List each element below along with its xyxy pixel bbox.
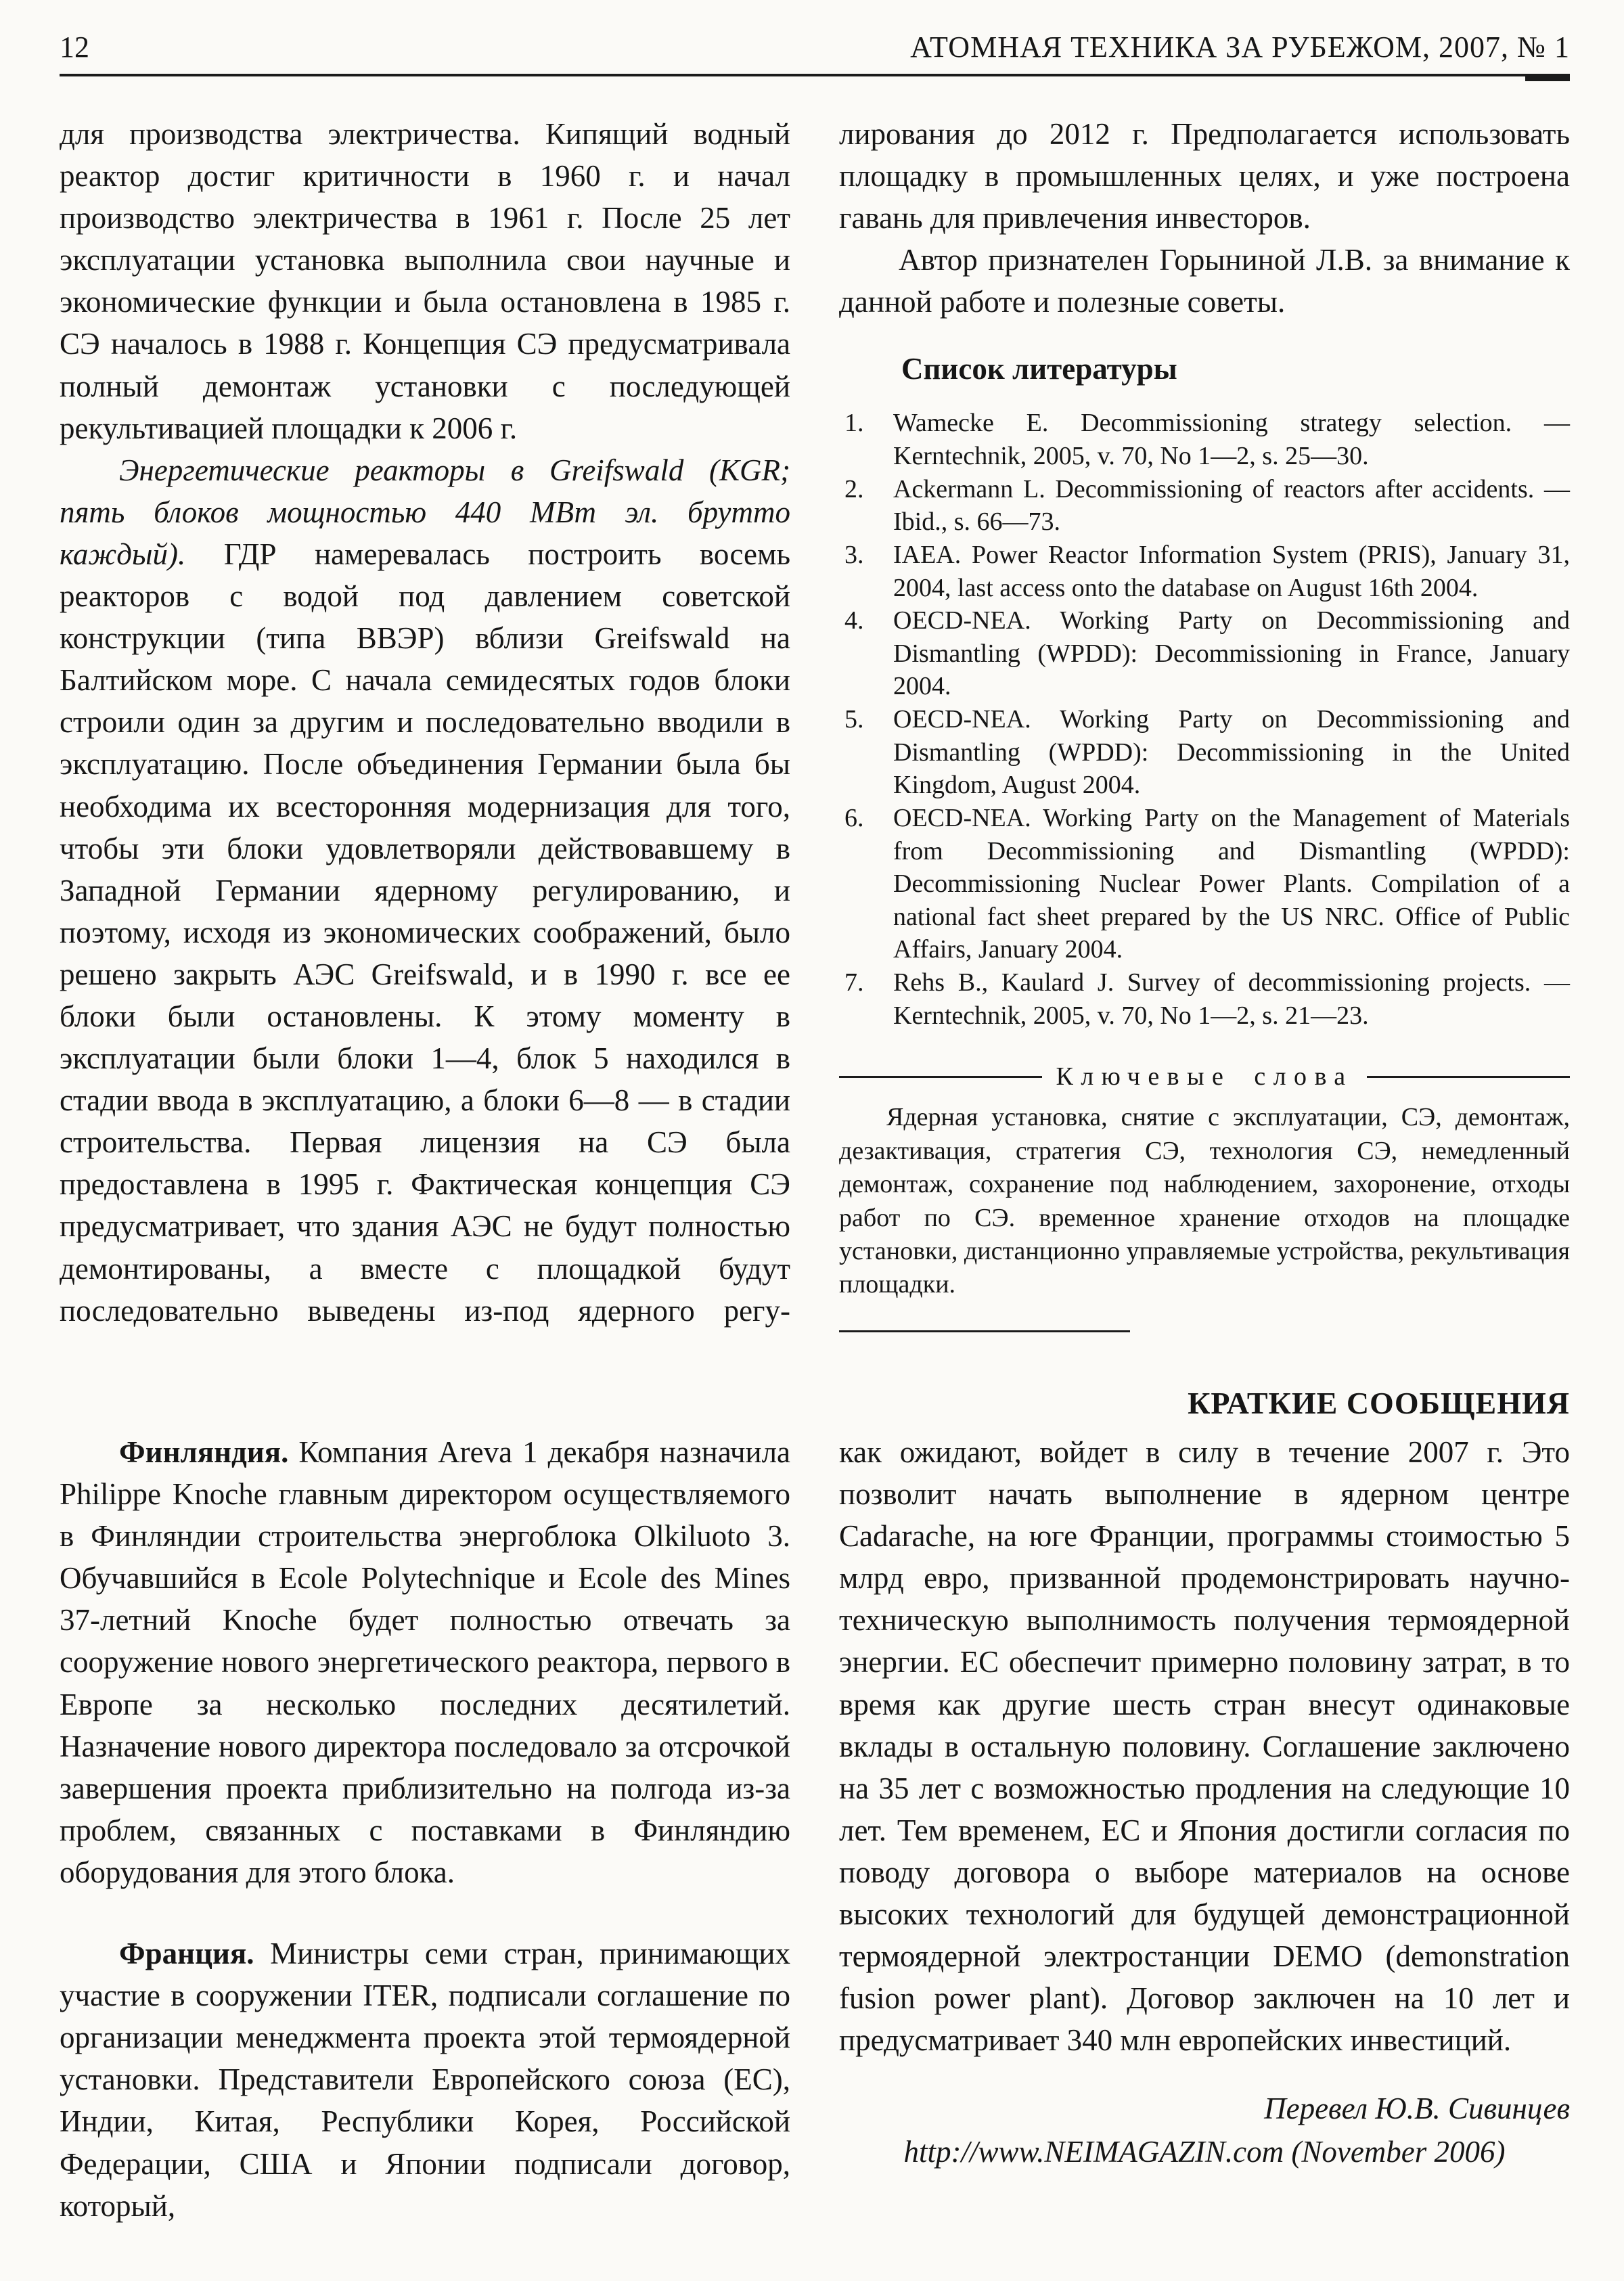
greifswald-body-text: ГДР намеревалась построить восемь реакторов с водой под давлением советской конструкции (типа ВВЭР) вблизи Greifswald на Балтийском море. С начала семидесятых годов блоки строили один за другим и последовательно вводили в эксплуатацию. После объединения Германии была бы необходима их всесторонняя модернизация для того, чтобы эти блоки удовлетворяли действовавшему в Западной Германии ядерному регулированию, и поэтому, исходя из экономических соображений, было решено закрыть АЭС Greifswald, и в 1990 г. все ее блоки были остановлены. К этому моменту в эксплуатации были блоки 1—4, блок 5 находился в стадии ввода в эксплуатацию, а блоки 6—8 — в стадии строительства. Первая лицензия на СЭ была предоставлена в 1995 г. Фактическая концепция СЭ предусматривает, что здания АЭС не будут полностью демонтированы, а вместе с площадкой будут последовательно выведены из-под ядерного регу- [60,537,790,1328]
article-paragraph-continuation: лирования до 2012 г. Предполагается использовать площадку в промышленных целях, и уже построена гавань для привлечения инвесторов. [839,117,1570,235]
reference-text: Ackermann L. Decommissioning of reactors after accidents. — Ibid., s. 66—73. [893,474,1570,537]
reference-text: OECD-NEA. Working Party on Decommissioning and Dismantling (WPDD): Decommissioning in France, January 2004. [893,606,1570,701]
acknowledgment-paragraph: Автор признателен Горыниной Л.В. за внимание к данной работе и полезные советы. [839,243,1570,319]
reference-item [839,604,1570,703]
reference-item [839,407,1570,472]
reference-item [839,966,1570,1032]
right-column-bottom [839,1431,1570,2227]
reference-item [839,539,1570,604]
page-number: 12 [60,30,89,64]
left-column-top [60,113,790,1426]
reference-text: IAEA. Power Reactor Information System (PRIS), January 31, 2004, last access onto the database on August 16th 2004. [893,540,1570,602]
source-url: http://www.NEIMAGAZIN.com (November 2006) [903,2135,1506,2169]
reference-text: OECD-NEA. Working Party on Decommissioning and Dismantling (WPDD): Decommissioning in the United Kingdom, August 2004. [893,705,1570,800]
reference-number: 1. [844,409,864,438]
keywords-label: Ключевые слова [1056,1062,1353,1091]
brief-news-heading: КРАТКИЕ СООБЩЕНИЯ [1188,1385,1570,1420]
reference-item [839,802,1570,966]
reference-number: 6. [844,803,864,832]
reference-item [839,473,1570,539]
greifswald-italic-lead: Энергетические реакторы в Greifswald (KGR; пять блоков мощностью 440 МВт эл. брутто каждый). [60,453,790,571]
article-paragraph-intro: для производства электричества. Кипящий водный реактор достиг критичности в 1960 г. и начал производство электричества в 1961 г. После 25 лет эксплуатации установка выполнила свои научные и экономические функции и была остановлена в 1985 г. СЭ началось в 1988 г. Концепция СЭ предусматривала полный демонтаж установки с последующей рекультивацией площадки к 2006 г. [60,117,790,445]
page-header [60,30,1570,64]
references-list [839,407,1570,1032]
right-column-top [839,113,1570,1426]
reference-text: Rehs B., Kaulard J. Survey of decommissioning projects. — Kerntechnik, 2005, v. 70, No 1—2, s. 21—23. [893,968,1570,1030]
brief-news-section [60,1431,1570,2227]
france-continuation-paragraph: как ожидают, войдет в силу в течение 2007 г. Это позволит начать выполнение в ядерном центре Cadarache, на юге Франции, программы стоимостью 5 млрд евро, призванной продемонстрировать научно-техническую выполнимость получения термоядерной энергии. ЕС обеспечит примерно половину затрат, в то время как другие шесть стран внесут одинаковые вклады в остальную половину. Соглашение заключено на 35 лет с возможностью продления на следующие 10 лет. Тем временем, ЕС и Япония достигли согласия по поводу договора о выборе материалов на основе высоких технологий для будущей демонстрационной термоядерной электростанции DEMO (demonstration fusion power plant). Договор заключен на 10 лет и предусматривает 340 млн европейских инвестиций. [839,1435,1570,2058]
france-text: Министры семи стран, принимающих участие в сооружении ITER, подписали соглашение по организации менеджмента проекта этой термоядерной установки. Представители Европейского союза (ЕС), Индии, Китая, Республики Корея, Российской Федерации, США и Японии подписали договор, который, [60,1937,790,2223]
reference-number: 2. [844,474,864,503]
left-column-bottom [60,1431,790,2227]
keywords-text: Ядерная установка, снятие с эксплуатации, СЭ, демонтаж, дезактивация, стратегия СЭ, технология СЭ, немедленный демонтаж, сохранение под наблюдением, захоронение, отходы работ по СЭ. временное хранение отходов на площадке установки, дистанционно управляемые устройства, рекультивация площадки. [839,1103,1570,1299]
france-label: Франция. [119,1937,254,1971]
journal-title: АТОМНАЯ ТЕХНИКА ЗА РУБЕЖОМ, 2007, № 1 [910,30,1570,64]
reference-text: Wamecke E. Decommissioning strategy selection. — Kerntechnik, 2005, v. 70, No 1—2, s. 25—30. [893,409,1570,471]
header-rule-tick [1525,74,1570,81]
finland-text: Компания Areva 1 декабря назначила Philippe Knoche главным директором осуществляемого в Финляндии строительства энергоблока Olkiluoto 3. Обучавшийся в Ecole Polytechnique и Ecole des Mines 37-летний Knoche будет полностью отвечать за сооружение нового энергетического реактора, первого в Европе за несколько последних десятилетий. Назначение нового директора последовало за отсрочкой завершения проекта приблизительно на полгода из-за проблем, связанных с поставками в Финляндию оборудования для этого блока. [60,1435,791,1889]
reference-number: 3. [844,540,864,569]
keywords-divider [839,1062,1570,1091]
divider-line-right [1367,1076,1570,1078]
finland-label: Финляндия. [119,1435,289,1469]
references-heading: Список литературы [901,352,1177,386]
article-paragraph-greifswald [60,449,790,1332]
keywords-end-rule [839,1330,1130,1332]
finland-paragraph [60,1431,790,1893]
reference-number: 4. [844,606,864,635]
reference-number: 7. [844,968,864,997]
translator-credit: Перевел Ю.В. Сивинцев [1264,2092,1570,2126]
france-paragraph [60,1933,790,2227]
header-rule [60,74,1570,76]
article-top-section [60,113,1570,1426]
divider-line-left [839,1076,1042,1078]
reference-text: OECD-NEA. Working Party on the Management of Materials from Decommissioning and Dismantling (WPDD): Decommissioning Nuclear Power Plants. Compilation of a national fact sheet prepared by the US NRC. Office of Public Affairs, January 2004. [893,803,1570,964]
reference-number: 5. [844,705,864,734]
reference-item [839,703,1570,802]
